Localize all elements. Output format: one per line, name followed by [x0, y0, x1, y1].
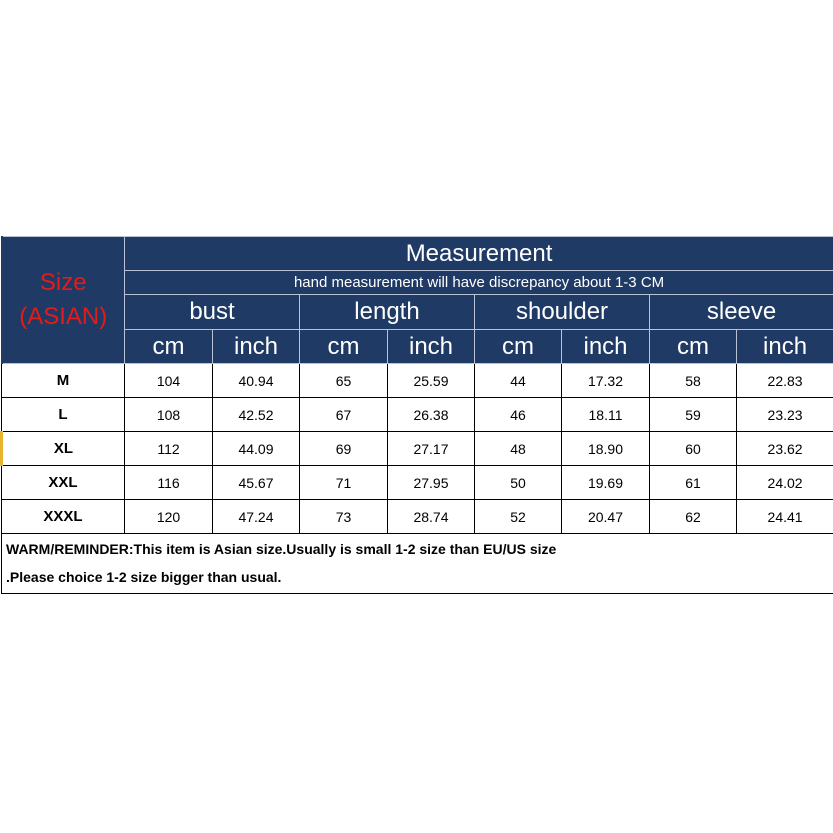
- group-header-sleeve: sleeve: [650, 295, 833, 330]
- unit-header-sleeve-inch: inch: [737, 330, 833, 364]
- bust-inch-cell: 47.24: [213, 500, 300, 534]
- sleeve-cm-cell: 62: [650, 500, 737, 534]
- sleeve-inch-cell: 24.41: [737, 500, 833, 534]
- unit-header-shoulder-inch: inch: [562, 330, 650, 364]
- unit-header-length-inch: inch: [388, 330, 475, 364]
- length-cm-cell: 73: [300, 500, 388, 534]
- group-header-shoulder: shoulder: [475, 295, 650, 330]
- bust-inch-cell: 44.09: [213, 432, 300, 466]
- size-cell: XL: [2, 432, 125, 466]
- shoulder-inch-cell: 17.32: [562, 364, 650, 398]
- shoulder-inch-cell: 20.47: [562, 500, 650, 534]
- length-cm-cell: 71: [300, 466, 388, 500]
- size-cell: XXXL: [2, 500, 125, 534]
- table-row: [2, 398, 833, 432]
- unit-header-sleeve-cm: cm: [650, 330, 737, 364]
- sleeve-cm-cell: 58: [650, 364, 737, 398]
- group-header-length: length: [300, 295, 475, 330]
- unit-header-length-cm: cm: [300, 330, 388, 364]
- shoulder-inch-cell: 18.11: [562, 398, 650, 432]
- warning-line-1: WARM/REMINDER:This item is Asian size.Usually is small 1-2 size than EU/US size: [6, 541, 557, 557]
- shoulder-cm-cell: 50: [475, 466, 562, 500]
- shoulder-cm-cell: 46: [475, 398, 562, 432]
- unit-header-shoulder-cm: cm: [475, 330, 562, 364]
- bust-cm-cell: 112: [125, 432, 213, 466]
- sleeve-inch-cell: 24.02: [737, 466, 833, 500]
- length-cm-cell: 69: [300, 432, 388, 466]
- bust-inch-cell: 40.94: [213, 364, 300, 398]
- shoulder-inch-cell: 18.90: [562, 432, 650, 466]
- size-table: [0, 236, 833, 594]
- size-header-sublabel: (ASIAN): [19, 303, 108, 330]
- sleeve-inch-cell: 23.62: [737, 432, 833, 466]
- size-cell: L: [2, 398, 125, 432]
- table-row: [2, 500, 833, 534]
- length-inch-cell: 27.95: [388, 466, 475, 500]
- size-chart: [0, 236, 832, 598]
- size-cell: M: [2, 364, 125, 398]
- group-header-bust: bust: [125, 295, 300, 330]
- table-row: [2, 432, 833, 466]
- warning-line-2: .Please choice 1-2 size bigger than usual.: [6, 569, 282, 585]
- sleeve-cm-cell: 60: [650, 432, 737, 466]
- measurement-note: hand measurement will have discrepancy about 1-3 CM: [125, 271, 833, 295]
- bust-cm-cell: 108: [125, 398, 213, 432]
- shoulder-inch-cell: 19.69: [562, 466, 650, 500]
- sleeve-inch-cell: 22.83: [737, 364, 833, 398]
- size-header-label: Size: [39, 269, 87, 296]
- length-inch-cell: 27.17: [388, 432, 475, 466]
- sleeve-cm-cell: 61: [650, 466, 737, 500]
- shoulder-cm-cell: 52: [475, 500, 562, 534]
- bust-inch-cell: 45.67: [213, 466, 300, 500]
- size-cell: XXL: [2, 466, 125, 500]
- table-row: [2, 364, 833, 398]
- sleeve-inch-cell: 23.23: [737, 398, 833, 432]
- length-cm-cell: 67: [300, 398, 388, 432]
- length-inch-cell: 25.59: [388, 364, 475, 398]
- length-cm-cell: 65: [300, 364, 388, 398]
- length-inch-cell: 28.74: [388, 500, 475, 534]
- size-warning: [2, 534, 833, 594]
- bust-cm-cell: 116: [125, 466, 213, 500]
- unit-header-bust-inch: inch: [213, 330, 300, 364]
- sleeve-cm-cell: 59: [650, 398, 737, 432]
- shoulder-cm-cell: 48: [475, 432, 562, 466]
- length-inch-cell: 26.38: [388, 398, 475, 432]
- bust-cm-cell: 104: [125, 364, 213, 398]
- shoulder-cm-cell: 44: [475, 364, 562, 398]
- bust-cm-cell: 120: [125, 500, 213, 534]
- bust-inch-cell: 42.52: [213, 398, 300, 432]
- table-row: [2, 466, 833, 500]
- measurement-title: Measurement: [125, 237, 833, 271]
- size-column-header: [2, 237, 125, 364]
- unit-header-bust-cm: cm: [125, 330, 213, 364]
